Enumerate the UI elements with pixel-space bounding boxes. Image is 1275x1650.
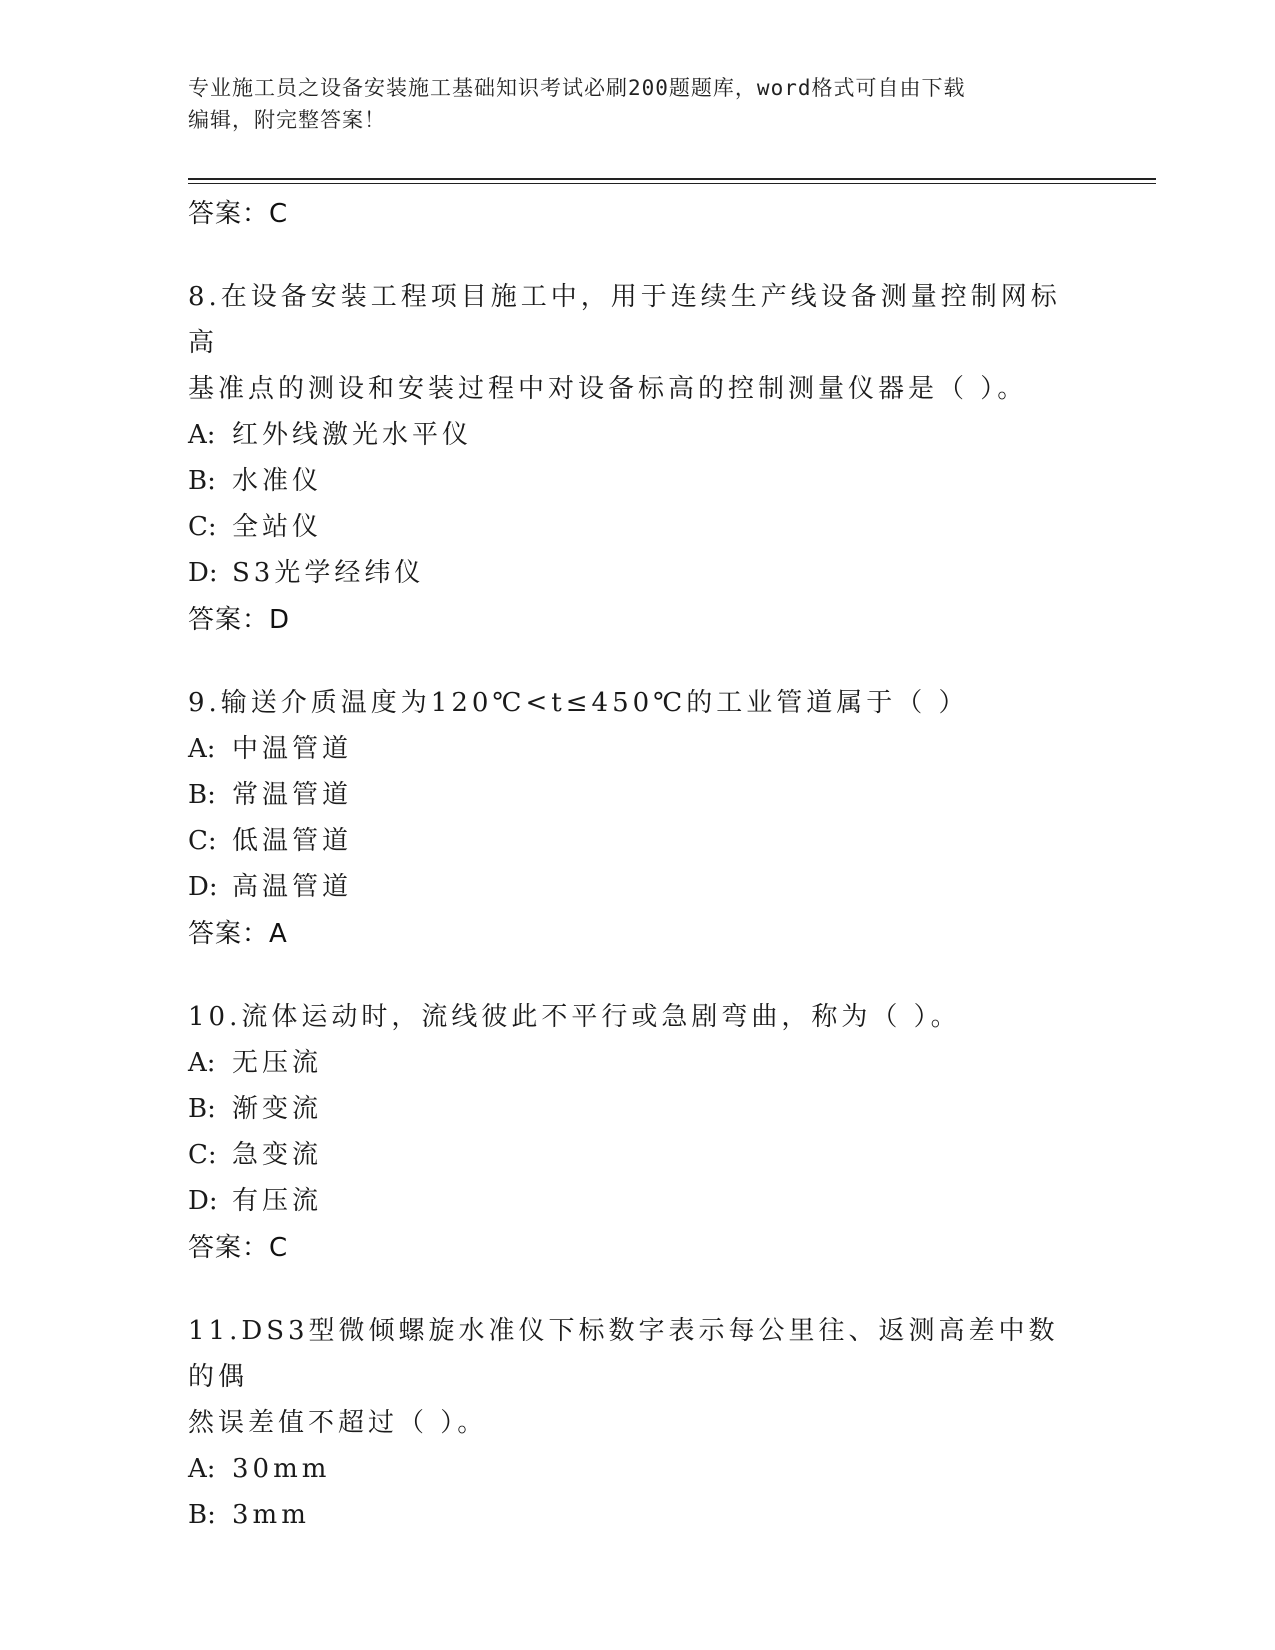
option-text: 红外线激光水平仪	[232, 420, 473, 450]
option-text: 水准仪	[232, 466, 323, 496]
option-key: B:	[188, 780, 216, 810]
option-key: A:	[188, 420, 216, 450]
option-key: C:	[188, 512, 217, 542]
option-text: 无压流	[232, 1048, 323, 1078]
header-line-2: 编辑，附完整答案！	[188, 108, 386, 132]
option-text: S3光学经纬仪	[232, 558, 425, 588]
header-divider-thick	[188, 178, 1156, 180]
option-text: 低温管道	[232, 826, 353, 856]
answer-line: 答案：C	[188, 199, 289, 229]
option-key: D:	[188, 558, 218, 588]
option-text: 常温管道	[232, 780, 353, 810]
answer-line: 答案：C	[188, 1233, 289, 1263]
option-text: 有压流	[232, 1186, 323, 1216]
option-text: 急变流	[232, 1140, 323, 1170]
option-key: B:	[188, 1500, 216, 1530]
option-key: A:	[188, 1454, 216, 1484]
option-b	[188, 458, 1088, 504]
option-text: 中温管道	[232, 734, 353, 764]
question-block	[188, 680, 1088, 958]
question-stem-line: 9.输送介质温度为120℃<t≤450℃的工业管道属于（ ）	[188, 688, 969, 718]
option-c	[188, 1132, 1088, 1178]
document-header	[188, 72, 1088, 136]
option-key: C:	[188, 1140, 217, 1170]
option-text: 高温管道	[232, 872, 353, 902]
question-stem-line: 11.DS3型微倾螺旋水准仪下标数字表示每公里往、返测高差中数的偶	[188, 1316, 1059, 1392]
header-line-1: 专业施工员之设备安装施工基础知识考试必刷200题题库，word格式可自由下载	[188, 76, 966, 100]
question-stem-line: 基准点的测设和安装过程中对设备标高的控制测量仪器是（ ）。	[188, 374, 1028, 404]
question-stem	[188, 1308, 1088, 1446]
answer-line: 答案：A	[188, 919, 288, 949]
option-a	[188, 726, 1088, 772]
option-key: C:	[188, 826, 217, 856]
option-b	[188, 1492, 1088, 1538]
question-block	[188, 1308, 1088, 1538]
option-text: 3mm	[232, 1500, 310, 1530]
option-d	[188, 1178, 1088, 1224]
question-block	[188, 994, 1088, 1272]
option-d	[188, 864, 1088, 910]
option-key: A:	[188, 734, 216, 764]
option-key: B:	[188, 1094, 216, 1124]
option-key: B:	[188, 466, 216, 496]
option-text: 渐变流	[232, 1094, 323, 1124]
option-b	[188, 772, 1088, 818]
question-list	[188, 190, 1088, 1538]
question-stem-line: 然误差值不超过（ ）。	[188, 1408, 488, 1438]
question-stem	[188, 680, 1088, 726]
option-text: 30mm	[232, 1454, 331, 1484]
option-c	[188, 504, 1088, 550]
option-b	[188, 1086, 1088, 1132]
option-c	[188, 818, 1088, 864]
question-stem	[188, 274, 1088, 412]
option-key: D:	[188, 1186, 218, 1216]
option-a	[188, 412, 1088, 458]
header-divider-thin	[188, 183, 1156, 184]
question-block	[188, 274, 1088, 644]
answer-line: 答案：D	[188, 605, 291, 635]
question-stem-line: 10.流体运动时，流线彼此不平行或急剧弯曲，称为（ ）。	[188, 1002, 961, 1032]
option-d	[188, 550, 1088, 596]
question-stem-line: 8.在设备安装工程项目施工中，用于连续生产线设备测量控制网标高	[188, 282, 1061, 358]
option-key: A:	[188, 1048, 216, 1078]
option-a	[188, 1446, 1088, 1492]
option-text: 全站仪	[232, 512, 323, 542]
option-a	[188, 1040, 1088, 1086]
question-stem	[188, 994, 1088, 1040]
option-key: D:	[188, 872, 218, 902]
